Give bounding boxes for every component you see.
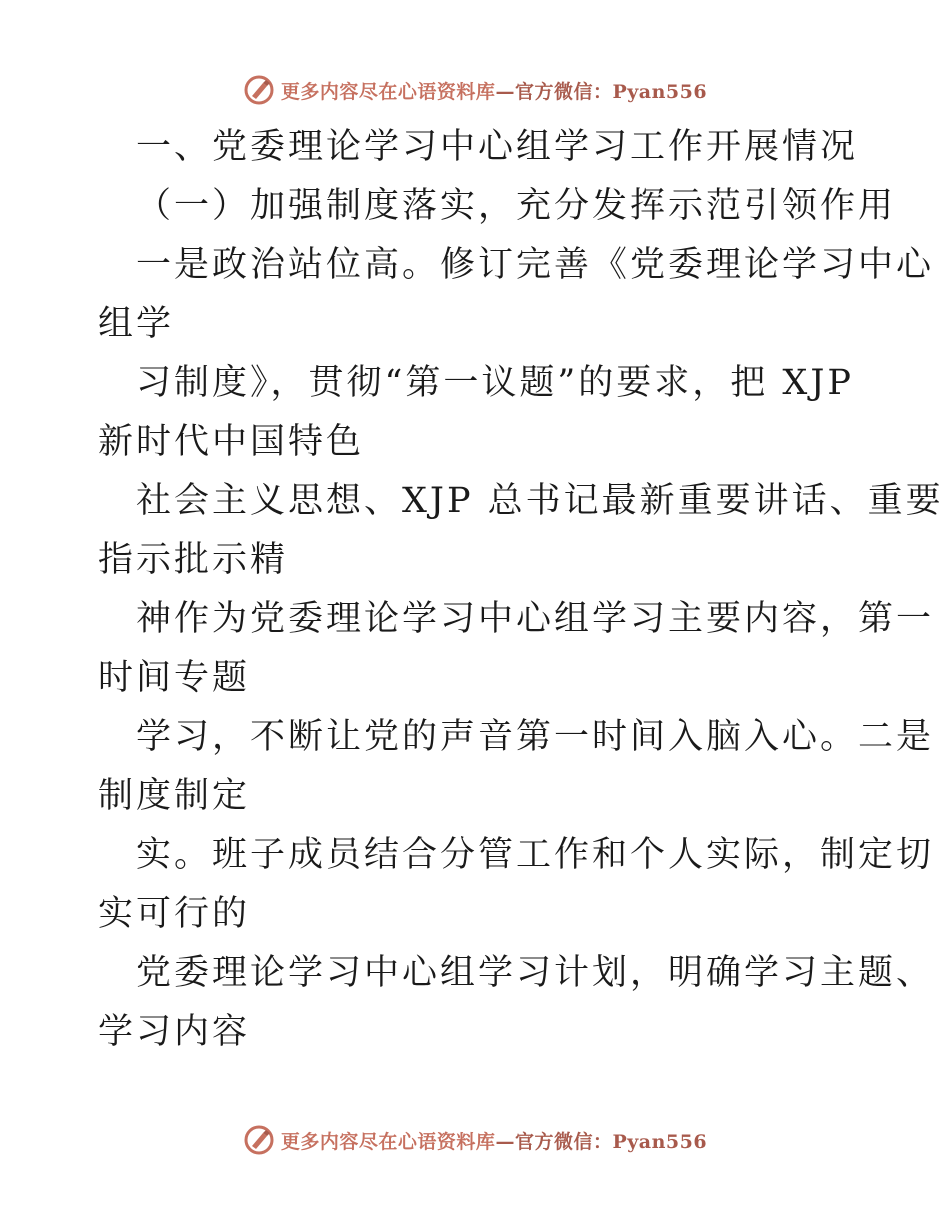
paragraph-line: 实。班子成员结合分管工作和个人实际，制定切 [136,835,935,875]
paragraph-line: （一）加强制度落实，充分发挥示范引领作用 [136,186,897,226]
paragraph-line: 一是政治站位高。修订完善《党委理论学习中心 [136,245,935,285]
paragraph-line: 指示批示精 [98,540,289,580]
paragraph-line: 神作为党委理论学习中心组学习主要内容，第一 [136,599,935,639]
document-body [98,118,944,1062]
paragraph-line: 学习内容 [98,1012,251,1052]
paragraph-line: 制度制定 [98,776,251,816]
brand-logo-icon [243,1124,275,1156]
brand-logo-icon [243,74,275,106]
paragraph-line: 组学 [98,304,175,344]
footer-banner [0,1120,950,1160]
header-banner-separator: — [495,80,515,103]
paragraph-line: 社会主义思想、XJP 总书记最新重要讲话、重要 [136,481,944,521]
header-banner [0,70,950,110]
paragraph-line: 党委理论学习中心组学习计划，明确学习主题、 [136,953,935,993]
paragraph-line: 一、党委理论学习中心组学习工作开展情况 [136,127,859,167]
header-banner-wechat: 官方微信：Pyan556 [514,80,708,103]
header-banner-text [281,77,707,104]
footer-banner-wechat: 官方微信：Pyan556 [514,1130,708,1153]
header-banner-main: 更多内容尽在心语资料库 [280,80,496,103]
paragraph-line: 习制度》，贯彻“第一议题”的要求，把 XJP [136,363,854,403]
paragraph-line: 实可行的 [98,894,251,934]
footer-banner-separator: — [495,1130,515,1153]
footer-banner-text [281,1127,707,1154]
paragraph-line: 学习，不断让党的声音第一时间入脑入心。二是 [136,717,935,757]
footer-banner-main: 更多内容尽在心语资料库 [280,1130,496,1153]
paragraph-line: 时间专题 [98,658,251,698]
paragraph-line: 新时代中国特色 [98,422,365,462]
